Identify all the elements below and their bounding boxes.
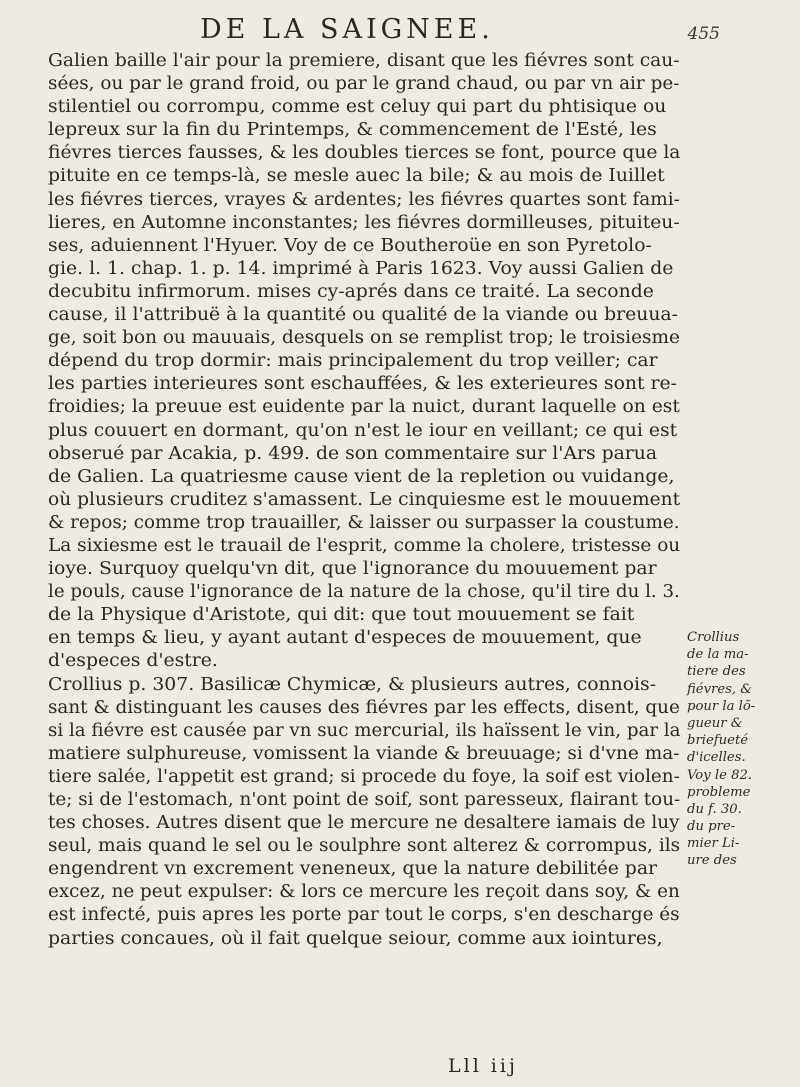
text-line: où plusieurs cruditez s'amassent. Le cinquiesme est le mouuement — [48, 489, 681, 510]
text-line: excez, ne peut expulser: & lors ce mercure les reçoit dans soy, & en — [48, 882, 680, 903]
text-line: matiere sulphureuse, vomissent la viande & breuuage; si d'vne ma- — [48, 743, 680, 764]
text-line: & repos; comme trop trauailler, & laisser ou surpasser la coustume. — [48, 512, 680, 533]
text-line: lieres, en Automne inconstantes; les fiévres dormilleuses, pituiteu- — [48, 212, 680, 233]
margin-note-line: probleme — [687, 784, 751, 800]
text-line: ge, soit bon ou mauuais, desquels on se remplist trop; le troisiesme — [48, 328, 680, 349]
signature-mark: Lll iij — [448, 1055, 518, 1077]
text-line: si la fiévre est causée par vn suc mercurial, ils haïssent le vin, par la — [48, 720, 681, 741]
text-line: Crollius p. 307. Basilicæ Chymicæ, & plusieurs autres, connois- — [48, 674, 657, 695]
text-line: tiere salée, l'appetit est grand; si procede du foye, la soif est violen- — [48, 766, 680, 787]
margin-note-line: du f. 30. — [687, 801, 742, 817]
margin-note-line: du pre- — [687, 819, 736, 835]
margin-note-line: briefueté — [687, 733, 749, 749]
text-line: decubitu infirmorum. mises cy-aprés dans ce traité. La seconde — [48, 281, 654, 302]
text-line: de la Physique d'Aristote, qui dit: que tout mouuement se fait — [48, 605, 635, 626]
page-header — [60, 14, 720, 50]
text-line: en temps & lieu, y ayant autant d'especes de mouuement, que — [48, 628, 642, 649]
text-line: sées, ou par le grand froid, ou par le grand chaud, ou par vn air pe- — [48, 74, 680, 95]
text-line: dépend du trop dormir: mais principalement du trop veiller; car — [48, 351, 658, 372]
margin-note-line: Voy le 82. — [687, 767, 753, 783]
margin-note-line: Crollius — [687, 630, 740, 645]
text-line: de Galien. La quatriesme cause vient de la repletion ou vuidange, — [48, 466, 675, 487]
text-line: les fiévres tierces, vrayes & ardentes; les fiévres quartes sont fami- — [48, 189, 680, 210]
text-line: est infecté, puis apres les porte par tout le corps, s'en descharge és — [48, 905, 680, 926]
text-line: La sixiesme est le trauail de l'esprit, comme la cholere, tristesse ou — [48, 535, 681, 556]
text-line: tes choses. Autres disent que le mercure ne desaltere iamais de luy — [48, 813, 680, 834]
text-line: les parties interieures sont eschauffées, & les exterieures sont re- — [48, 374, 677, 395]
text-line: fiévres tierces fausses, & les doubles tierces se font, pource que la — [48, 143, 681, 164]
margin-note-line: mier Li- — [687, 836, 740, 852]
text-line: plus couuert en dormant, qu'on n'est le iour en veillant; ce qui est — [48, 420, 678, 441]
text-line: pituite en ce temps-là, se mesle auec la bile; & au mois de Iuillet — [48, 166, 665, 187]
page-number: 455 — [687, 24, 720, 44]
margin-note-line: d'icelles. — [687, 750, 746, 766]
text-line: te; si de l'estomach, n'ont point de soif, sont paresseux, flairant tou- — [48, 790, 681, 810]
running-title: DE LA SAIGNEE. — [200, 14, 494, 45]
text-line: parties concaues, où il fait quelque seiour, comme aux iointures, — [48, 928, 663, 949]
text-line: Galien baille l'air pour la premiere, disant que les fiévres sont cau- — [48, 51, 680, 71]
text-line: ioye. Surquoy quelqu'vn dit, que l'ignorance du mouuement par — [48, 559, 657, 580]
main-text-block — [48, 50, 680, 951]
margin-note-line: tiere des — [687, 664, 746, 680]
text-line: cause, il l'attribuë à la quantité ou qualité de la viande ou breuua- — [48, 305, 678, 326]
margin-note-line: gueur & — [687, 715, 743, 731]
margin-note-line: pour la lõ- — [687, 698, 756, 714]
margin-note-line: de la ma- — [687, 647, 749, 663]
margin-note-line: ure des — [687, 853, 737, 869]
text-line: d'especes d'estre. — [48, 651, 218, 672]
text-line: lepreux sur la fin du Printemps, & commencement de l'Esté, les — [48, 120, 657, 141]
text-line: seul, mais quand le sel ou le soulphre sont alterez & corrompus, ils — [48, 836, 681, 857]
text-line: engendrent vn excrement veneneux, que la nature debilitée par — [48, 859, 658, 880]
text-line: froidies; la preuue est euidente par la nuict, durant laquelle on est — [48, 397, 680, 418]
text-line: le pouls, cause l'ignorance de la nature de la chose, qu'il tire du l. 3. — [48, 582, 680, 603]
text-line: stilentiel ou corrompu, comme est celuy qui part du phtisique ou — [48, 97, 667, 118]
margin-notes — [687, 629, 787, 870]
text-line: gie. l. 1. chap. 1. p. 14. imprimé à Paris 1623. Voy aussi Galien de — [48, 258, 674, 279]
margin-note-line: fiévres, & — [687, 681, 753, 697]
text-line: ses, aduiennent l'Hyuer. Voy de ce Boutheroüe en son Pyretolo- — [48, 235, 652, 256]
text-line: obserué par Acakia, p. 499. de son commentaire sur l'Ars parua — [48, 443, 658, 464]
text-line: sant & distinguant les causes des fiévres par les effects, disent, que — [48, 697, 680, 718]
